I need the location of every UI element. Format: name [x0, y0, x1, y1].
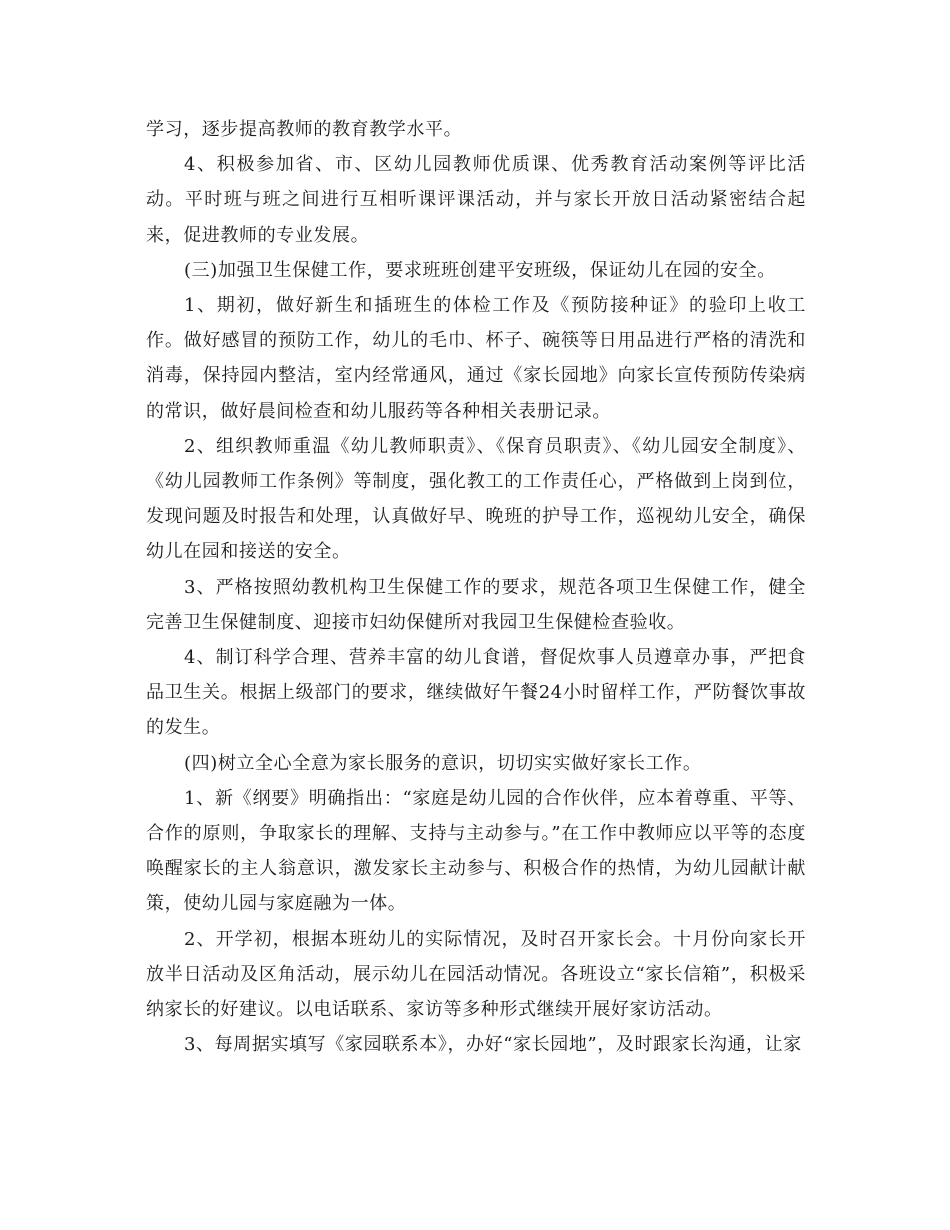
paragraph-item-2-parent-meeting: 2、开学初，根据本班幼儿的实际情况，及时召开家长会。十月份向家长开放半日活动及区角活动，展示幼儿在园活动情况。各班设立“家长信箱”，积极采纳家长的好建议。以电话联系、家访等多种形式继续开展好家访活动。 [146, 928, 806, 1021]
paragraph-continuation: 学习，逐步提高教师的教育教学水平。 [146, 119, 463, 140]
paragraph-item-4-food-safety: 4、制订科学合理、营养丰富的幼儿食谱，督促炊事人员遵章办事，严把食品卫生关。根据上级部门的要求，继续做好午餐24小时留样工作，严防餐饮事故的发生。 [146, 647, 806, 739]
section-heading-4-parent-service: (四)树立全心全意为家长服务的意识，切切实实做好家长工作。 [184, 752, 702, 774]
document-body [146, 112, 806, 1062]
paragraph-item-3-health-standards: 3、严格按照幼教机构卫生保健工作的要求，规范各项卫生保健工作，健全完善卫生保健制度、迎接市妇幼保健所对我园卫生保健检查验收。 [146, 576, 806, 633]
section-heading-3-health-care: (三)加强卫生保健工作，要求班班创建平安班级，保证幼儿在园的安全。 [184, 259, 776, 281]
paragraph-item-4-teacher-competition: 4、积极参加省、市、区幼儿园教师优质课、优秀教育活动案例等评比活动。平时班与班之间进行互相听课评课活动，并与家长开放日活动紧密结合起来，促进教师的专业发展。 [146, 154, 806, 246]
paragraph-item-1-family-partnership: 1、新《纲要》明确指出：“家庭是幼儿园的合作伙伴，应本着尊重、平等、合作的原则，争取家长的理解、支持与主动参与。”在工作中教师应以平等的态度唤醒家长的主人翁意识，激发家长主动参与、积极合作的热情，为幼儿园献计献策，使幼儿园与家庭融为一体。 [146, 787, 806, 915]
paragraph-item-1-health-check: 1、期初，做好新生和插班生的体检工作及《预防接种证》的验印上收工作。做好感冒的预防工作，幼儿的毛巾、杯子、碗筷等日用品进行严格的清洗和消毒，保持园内整洁，室内经常通风，通过《家长园地》向家长宣传预防传染病的常识，做好晨间检查和幼儿服药等各种相关表册记录。 [146, 295, 806, 422]
paragraph-item-3-contact-book: 3、每周据实填写《家园联系本》，办好“家长园地”，及时跟家长沟通，让家 [184, 1034, 802, 1056]
paragraph-item-2-safety-duties: 2、组织教师重温《幼儿教师职责》、《保育员职责》、《幼儿园安全制度》、《幼儿园教师工作条例》等制度，强化教工的工作责任心，严格做到上岗到位，发现问题及时报告和处理，认真做好早、晚班的护导工作，巡视幼儿安全，确保幼儿在园和接送的安全。 [146, 435, 806, 563]
